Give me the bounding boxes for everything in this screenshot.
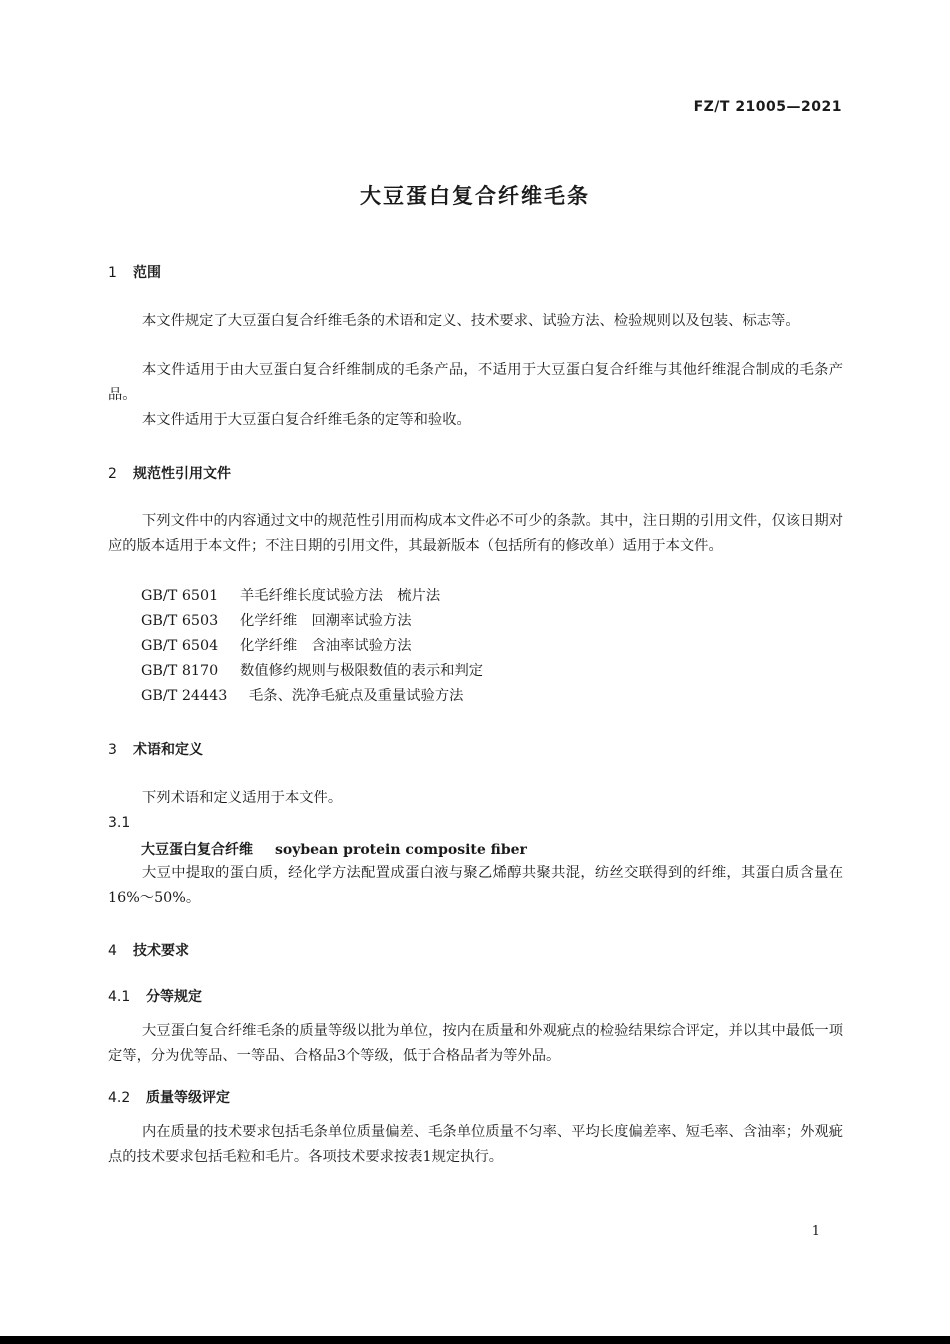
subsection-number: 4.2 bbox=[108, 1090, 131, 1106]
bottom-edge-bar bbox=[0, 1336, 950, 1344]
document-title: 大豆蛋白复合纤维毛条 bbox=[360, 184, 590, 208]
reference-item bbox=[141, 634, 412, 659]
section-title: 范围 bbox=[133, 265, 161, 281]
section-2-heading bbox=[108, 463, 231, 483]
section-number: 3 bbox=[108, 742, 117, 758]
section-title: 技术要求 bbox=[133, 943, 189, 959]
term-english: soybean protein composite fiber bbox=[275, 842, 527, 858]
subsection-number: 4.1 bbox=[108, 989, 131, 1005]
section-number: 4 bbox=[108, 943, 117, 959]
term-number: 3.1 bbox=[108, 815, 131, 831]
section-1-heading bbox=[108, 262, 161, 282]
section-4-heading bbox=[108, 940, 189, 960]
section-title: 规范性引用文件 bbox=[133, 466, 231, 482]
paragraph: 本文件适用于大豆蛋白复合纤维毛条的定等和验收。 bbox=[142, 412, 471, 428]
reference-item bbox=[141, 584, 440, 609]
reference-code: GB/T 24443 bbox=[141, 688, 228, 704]
term-definition: 大豆中提取的蛋白质，经化学方法配置成蛋白液与聚乙烯醇共聚共混，纺丝交联得到的纤维，其蛋白质含量在16%～50%。 bbox=[108, 865, 843, 906]
paragraph: 本文件适用于由大豆蛋白复合纤维制成的毛条产品，不适用于大豆蛋白复合纤维与其他纤维混合制成的毛条产品。 bbox=[108, 362, 843, 403]
term-heading bbox=[141, 839, 527, 859]
reference-code: GB/T 6504 bbox=[141, 638, 219, 654]
subsection-title: 分等规定 bbox=[146, 989, 202, 1005]
paragraph: 本文件规定了大豆蛋白复合纤维毛条的术语和定义、技术要求、试验方法、检验规则以及包装、标志等。 bbox=[142, 313, 800, 329]
section-number: 1 bbox=[108, 265, 117, 281]
reference-title: 毛条、洗净毛疵点及重量试验方法 bbox=[249, 688, 464, 704]
reference-code: GB/T 6501 bbox=[141, 588, 219, 604]
term-chinese: 大豆蛋白复合纤维 bbox=[141, 842, 253, 858]
paragraph: 内在质量的技术要求包括毛条单位质量偏差、毛条单位质量不匀率、平均长度偏差率、短毛率、含油率；外观疵点的技术要求包括毛粒和毛片。各项技术要求按表1规定执行。 bbox=[108, 1124, 843, 1165]
reference-item bbox=[141, 684, 463, 709]
reference-title: 化学纤维 含油率试验方法 bbox=[240, 638, 412, 654]
reference-item bbox=[141, 659, 483, 684]
page-number: 1 bbox=[811, 1224, 820, 1239]
reference-code: GB/T 6503 bbox=[141, 613, 219, 629]
subsection-4-1-heading bbox=[108, 986, 202, 1006]
paragraph: 大豆蛋白复合纤维毛条的质量等级以批为单位，按内在质量和外观疵点的检验结果综合评定，并以其中最低一项定等，分为优等品、一等品、合格品3个等级，低于合格品者为等外品。 bbox=[108, 1023, 843, 1064]
subsection-4-2-heading bbox=[108, 1087, 230, 1107]
reference-title: 羊毛纤维长度试验方法 梳片法 bbox=[240, 588, 441, 604]
section-number: 2 bbox=[108, 466, 117, 482]
reference-title: 数值修约规则与极限数值的表示和判定 bbox=[240, 663, 484, 679]
section-title: 术语和定义 bbox=[133, 742, 203, 758]
section-3-heading bbox=[108, 739, 203, 759]
reference-title: 化学纤维 回潮率试验方法 bbox=[240, 613, 412, 629]
paragraph: 下列文件中的内容通过文中的规范性引用而构成本文件必不可少的条款。其中，注日期的引用文件，仅该日期对应的版本适用于本文件；不注日期的引用文件，其最新版本（包括所有的修改单）适用于本文件。 bbox=[108, 513, 843, 554]
reference-item bbox=[141, 609, 412, 634]
paragraph: 下列术语和定义适用于本文件。 bbox=[142, 790, 343, 806]
subsection-title: 质量等级评定 bbox=[146, 1090, 230, 1106]
reference-code: GB/T 8170 bbox=[141, 663, 219, 679]
standard-code: FZ/T 21005—2021 bbox=[693, 99, 842, 115]
